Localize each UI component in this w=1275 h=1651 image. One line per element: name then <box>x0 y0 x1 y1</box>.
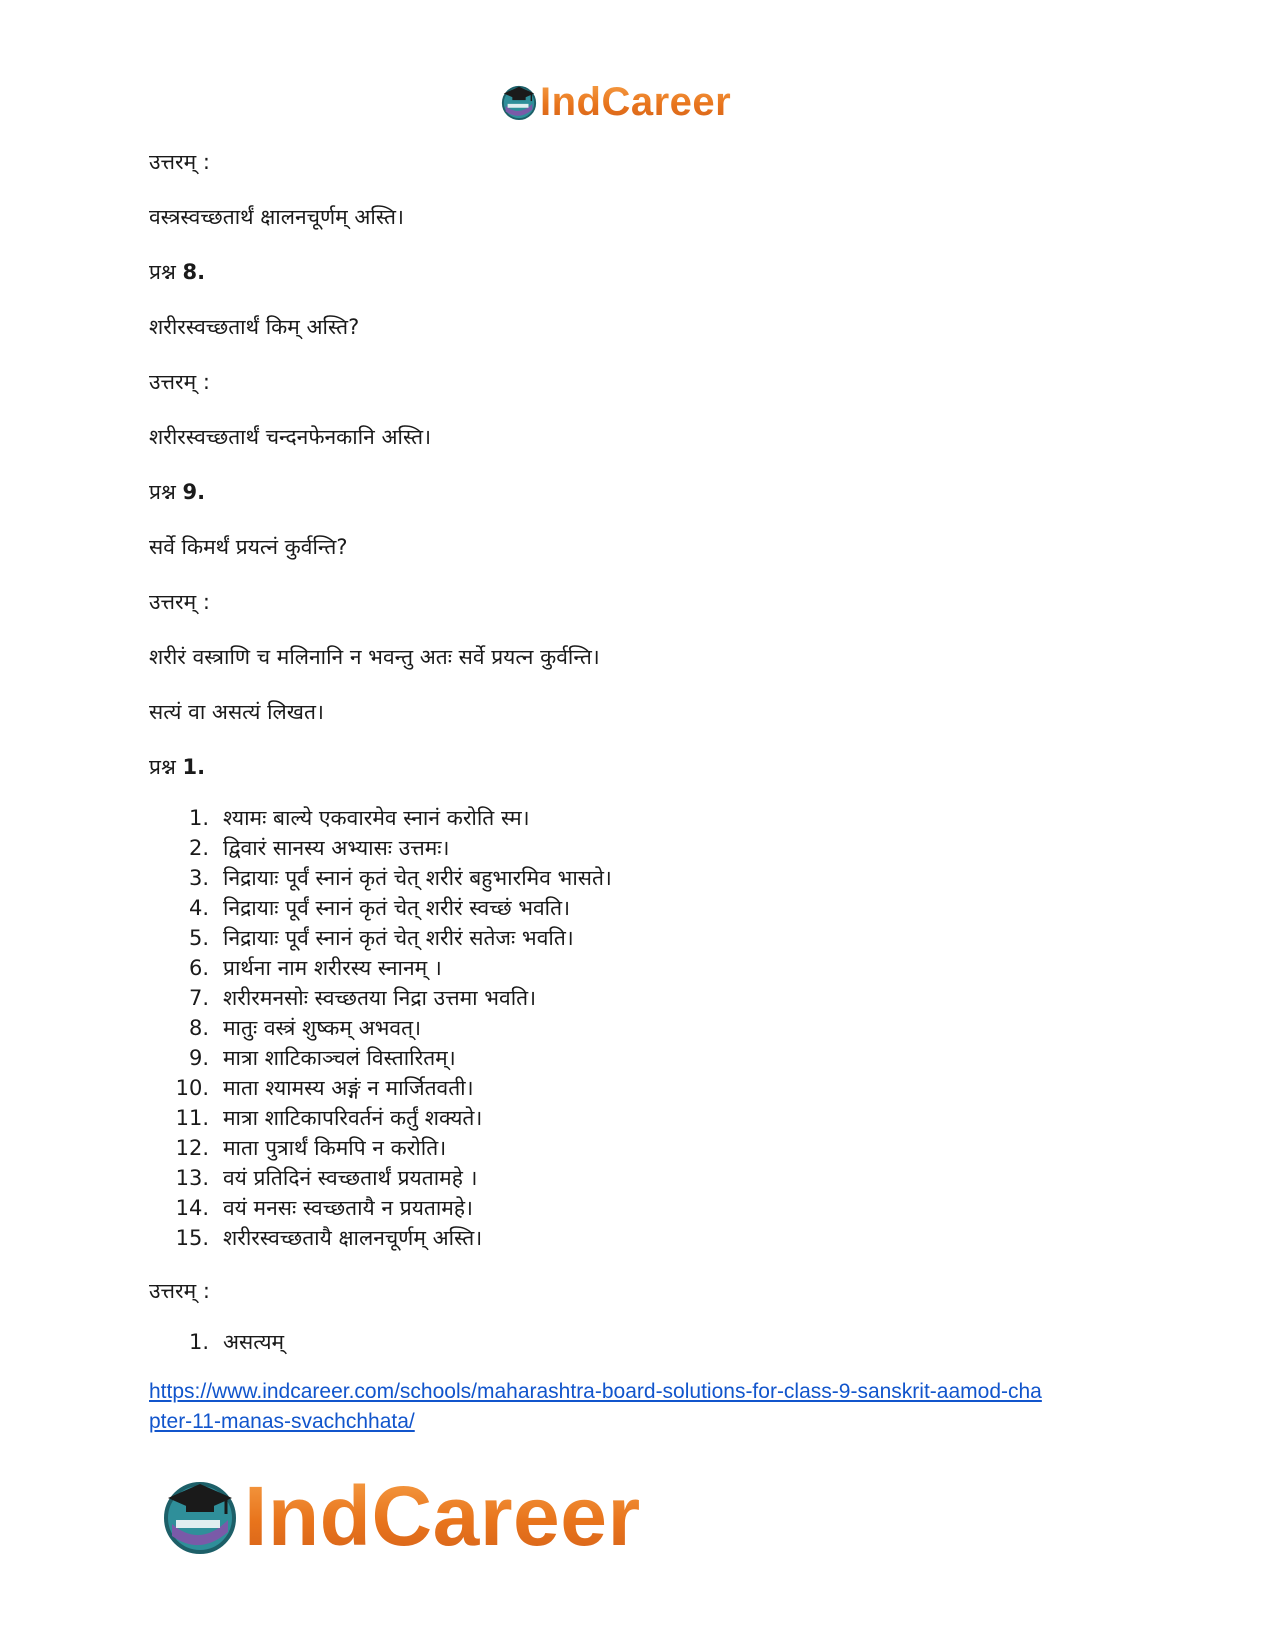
list-item: 8. मातुः वस्त्रं शुष्कम् अभवत्। <box>188 1016 422 1040</box>
content-body <box>149 148 1149 1437</box>
list-item: 3. निद्रायाः पूर्वं स्नानं कृतं चेत् शरीरं बहुभारमिव भासते। <box>188 866 612 890</box>
question-heading: प्रश्न 8. <box>149 260 206 284</box>
list-item: 1. श्यामः बाल्ये एकवारमेव स्नानं करोति स्म। <box>188 806 530 830</box>
list-item: 14. वयं मनसः स्वच्छतायै न प्रयतामहे। <box>175 1196 473 1220</box>
header-logo <box>500 78 731 126</box>
answer-text: वस्त्रस्वच्छतार्थं क्षालनचूर्णम् अस्ति। <box>149 205 404 229</box>
list-item: 2. द्विवारं सानस्य अभ्यासः उत्तमः। <box>188 836 450 860</box>
graduation-cap-globe-icon <box>500 83 538 121</box>
list-item: 15. शरीरस्वच्छतायै क्षालनचूर्णम् अस्ति। <box>175 1226 483 1250</box>
logo-wordmark: IndCareer <box>540 79 732 124</box>
source-link-line-2[interactable]: pter-11-manas-svachchhata/ <box>149 1410 415 1433</box>
question-text: सर्वे किमर्थं प्रयत्नं कुर्वन्ति? <box>149 535 348 559</box>
list-item: 10. माता श्यामस्य अङ्गं न मार्जितवती। <box>175 1076 474 1100</box>
list-item: 4. निद्रायाः पूर्वं स्नानं कृतं चेत् शरीरं स्वच्छं भवति। <box>188 896 571 920</box>
list-item: 7. शरीरमनसोः स्वच्छतया निद्रा उत्तमा भवति। <box>188 986 537 1010</box>
answer-heading: उत्तरम् : <box>149 370 210 394</box>
answer-list <box>149 1327 1149 1357</box>
list-item: 9. मात्रा शाटिकाञ्चलं विस्तारितम्। <box>188 1046 456 1070</box>
graduation-cap-globe-icon <box>160 1476 240 1556</box>
true-false-statements <box>149 803 1149 1253</box>
source-link-line-1[interactable]: https://www.indcareer.com/schools/maharashtra-board-solutions-for-class-9-sanskrit-aamod-cha <box>149 1380 1042 1403</box>
question-heading: प्रश्न 1. <box>149 755 206 779</box>
list-item: 1. असत्यम् <box>188 1330 285 1354</box>
list-item: 5. निद्रायाः पूर्वं स्नानं कृतं चेत् शरीरं सतेजः भवति। <box>188 926 574 950</box>
section-instruction: सत्यं वा असत्यं लिखत। <box>149 700 324 724</box>
answer-text: शरीरं वस्त्राणि च मलिनानि न भवन्तु अतः सर्वे प्रयत्न कुर्वन्ति। <box>149 645 600 669</box>
answer-text: शरीरस्वच्छतार्थं चन्दनफेनकानि अस्ति। <box>149 425 432 449</box>
footer-logo <box>160 1468 641 1564</box>
answer-heading: उत्तरम् : <box>149 590 210 614</box>
list-item: 12. माता पुत्रार्थं किमपि न करोति। <box>175 1136 447 1160</box>
list-item: 13. वयं प्रतिदिनं स्वच्छतार्थं प्रयतामहे । <box>175 1166 478 1190</box>
list-item: 6. प्रार्थना नाम शरीरस्य स्नानम् । <box>188 956 442 980</box>
answer-heading: उत्तरम् : <box>149 150 210 174</box>
logo-wordmark: IndCareer <box>244 1468 641 1563</box>
question-heading: प्रश्न 9. <box>149 480 206 504</box>
answer-heading: उत्तरम् : <box>149 1279 210 1303</box>
list-item: 11. मात्रा शाटिकापरिवर्तनं कर्तुं शक्यते। <box>175 1106 483 1130</box>
question-text: शरीरस्वच्छतार्थं किम् अस्ति? <box>149 315 360 339</box>
source-link[interactable] <box>149 1377 1149 1437</box>
